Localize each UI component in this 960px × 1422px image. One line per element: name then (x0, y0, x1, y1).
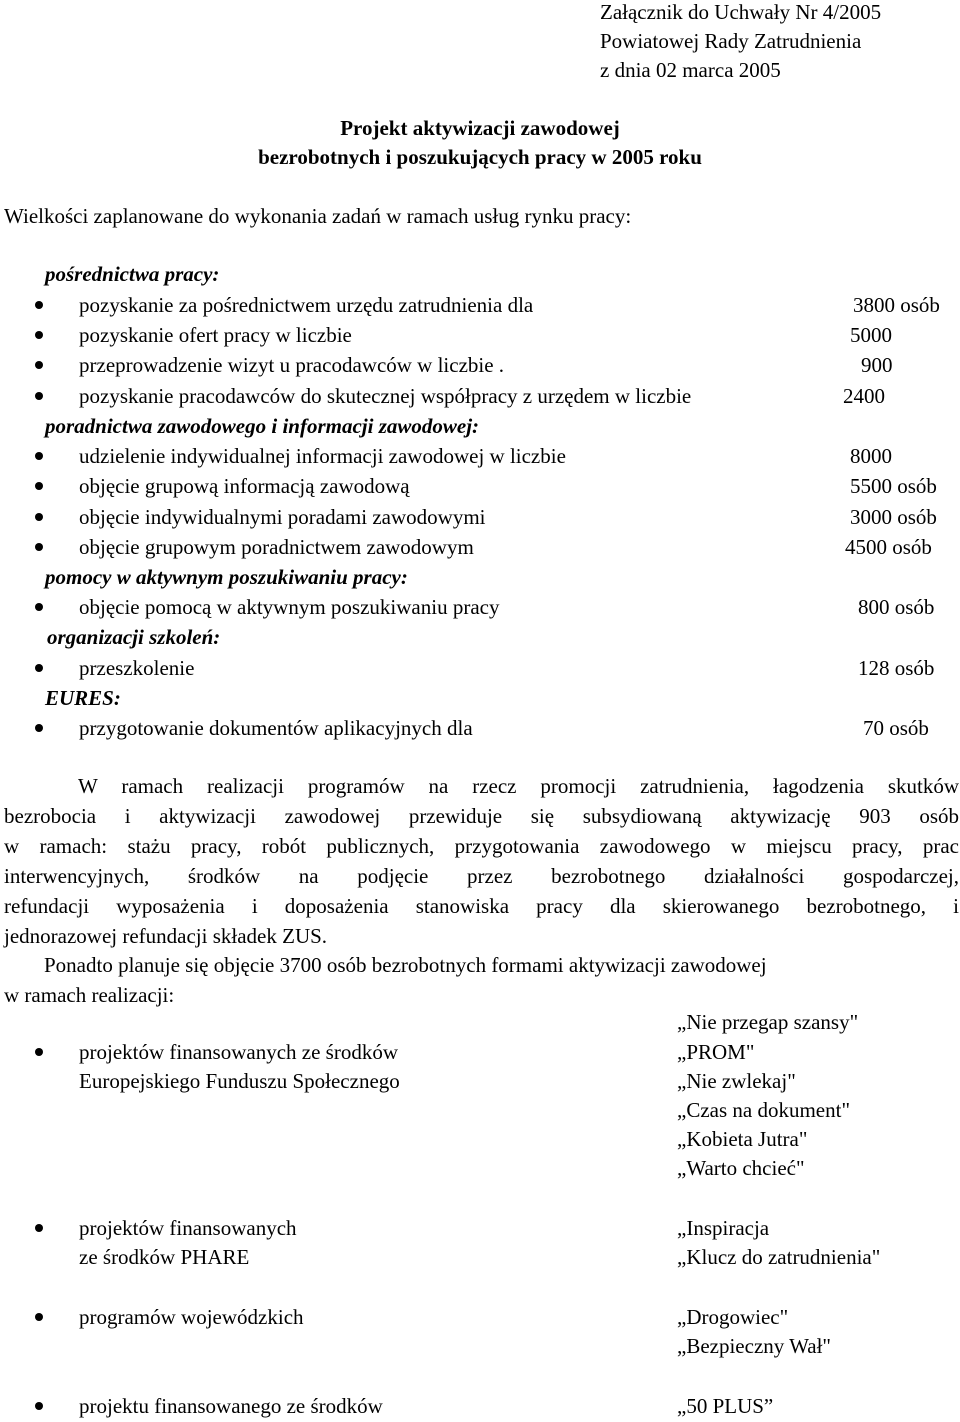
list-item-label: pozyskanie ofert pracy w liczbie (79, 323, 352, 347)
list-item-label: przeprowadzenie wizyt u pracodawców w liczbie . (79, 353, 505, 377)
attachment-header-line2: Powiatowej Rady Zatrudnienia (600, 29, 862, 53)
program-name: „Nie przegap szansy" (677, 1010, 859, 1034)
list-item-value: 8000 (850, 444, 892, 468)
list-item-label: przygotowanie dokumentów aplikacyjnych dla (79, 716, 473, 740)
list-item-value: 800 osób (858, 595, 935, 619)
bullet-icon (35, 724, 43, 732)
intro-text: Wielkości zaplanowane do wykonania zadań w ramach usług rynku pracy: (4, 204, 632, 228)
list-item-value: 2400 (843, 384, 885, 408)
list-item-value: 3800 osób (853, 293, 940, 317)
bullet-icon (35, 543, 43, 551)
bullet-icon (35, 452, 43, 460)
program-group-label: projektów finansowanych (79, 1216, 297, 1240)
list-item-label: przeszkolenie (79, 656, 195, 680)
program-name: „Warto chcieć" (677, 1156, 805, 1180)
bullet-icon (35, 482, 43, 490)
program-group-label: projektów finansowanych ze środków (79, 1040, 398, 1064)
bullet-icon (35, 1402, 43, 1410)
section-heading-szkolenia: organizacji szkoleń: (47, 625, 221, 649)
program-name: „50 PLUS” (677, 1394, 774, 1418)
program-name: „Klucz do zatrudnienia" (677, 1245, 881, 1269)
program-group-label: projektu finansowanego ze środków (79, 1394, 383, 1418)
section-heading-poradnictwo: poradnictwa zawodowego i informacji zawodowej: (45, 414, 480, 438)
bullet-icon (35, 301, 43, 309)
bullet-icon (35, 392, 43, 400)
program-name: „Drogowiec" (677, 1305, 789, 1329)
section-heading-eures: EURES: (45, 686, 121, 710)
list-item-value: 900 (861, 353, 893, 377)
bullet-icon (35, 664, 43, 672)
list-item-label: pozyskanie pracodawców do skutecznej współpracy z urzędem w liczbie (79, 384, 692, 408)
document-title-line1: Projekt aktywizacji zawodowej (340, 116, 620, 140)
document-title-line2: bezrobotnych i poszukujących pracy w 2005 roku (258, 145, 702, 169)
list-item-value: 5000 (850, 323, 892, 347)
list-item-value: 5500 osób (850, 474, 937, 498)
section-heading-posrednictwo: pośrednictwa pracy: (45, 262, 220, 286)
list-item-label: objęcie grupowym poradnictwem zawodowym (79, 535, 474, 559)
program-name: „Kobieta Jutra" (677, 1127, 808, 1151)
program-name: „Czas na dokument" (677, 1098, 851, 1122)
program-name: „Nie zwlekaj" (677, 1069, 796, 1093)
paragraph2-line: w ramach realizacji: (4, 983, 175, 1007)
attachment-header-line1: Załącznik do Uchwały Nr 4/2005 (600, 0, 882, 24)
program-name: „Bezpieczny Wał" (677, 1334, 832, 1358)
bullet-icon (35, 603, 43, 611)
paragraph1-line: w ramach: stażu pracy, robót publicznych, przygotowania zawodowego w miejscu pracy, prac (4, 834, 959, 858)
list-item-value: 128 osób (858, 656, 935, 680)
paragraph2-line: Ponadto planuje się objęcie 3700 osób bezrobotnych formami aktywizacji zawodowej (44, 953, 767, 977)
bullet-icon (35, 361, 43, 369)
list-item-label: objęcie indywidualnymi poradami zawodowymi (79, 505, 486, 529)
bullet-icon (35, 1224, 43, 1232)
list-item-value: 4500 osób (845, 535, 932, 559)
paragraph1-line: W ramach realizacji programów na rzecz promocji zatrudnienia, łagodzenia skutków (78, 774, 959, 798)
program-group-label: programów wojewódzkich (79, 1305, 304, 1329)
bullet-icon (35, 1048, 43, 1056)
list-item-label: objęcie pomocą w aktywnym poszukiwaniu pracy (79, 595, 500, 619)
paragraph1-line: jednorazowej refundacji składek ZUS. (4, 924, 328, 948)
list-item-label: pozyskanie za pośrednictwem urzędu zatrudnienia dla (79, 293, 534, 317)
list-item-label: objęcie grupową informacją zawodową (79, 474, 410, 498)
paragraph1-line: refundacji wyposażenia i doposażenia stanowiska pracy dla skierowanego bezrobotnego, i (4, 894, 959, 918)
bullet-icon (35, 1313, 43, 1321)
program-name: „Inspiracja (677, 1216, 770, 1240)
list-item-value: 3000 osób (850, 505, 937, 529)
program-name: „PROM" (677, 1040, 755, 1064)
bullet-icon (35, 331, 43, 339)
list-item-value: 70 osób (863, 716, 929, 740)
paragraph1-line: interwencyjnych, środków na podjęcie przez bezrobotnego działalności gospodarczej, (4, 864, 959, 888)
program-group-label: ze środków PHARE (79, 1245, 250, 1269)
attachment-header-line3: z dnia 02 marca 2005 (600, 58, 781, 82)
section-heading-pomoc: pomocy w aktywnym poszukiwaniu pracy: (45, 565, 408, 589)
bullet-icon (35, 513, 43, 521)
paragraph1-line: bezrobocia i aktywizacji zawodowej przewiduje się subsydiowaną aktywizację 903 osób (4, 804, 959, 828)
list-item-label: udzielenie indywidualnej informacji zawodowej w liczbie (79, 444, 566, 468)
program-group-label: Europejskiego Funduszu Społecznego (79, 1069, 400, 1093)
